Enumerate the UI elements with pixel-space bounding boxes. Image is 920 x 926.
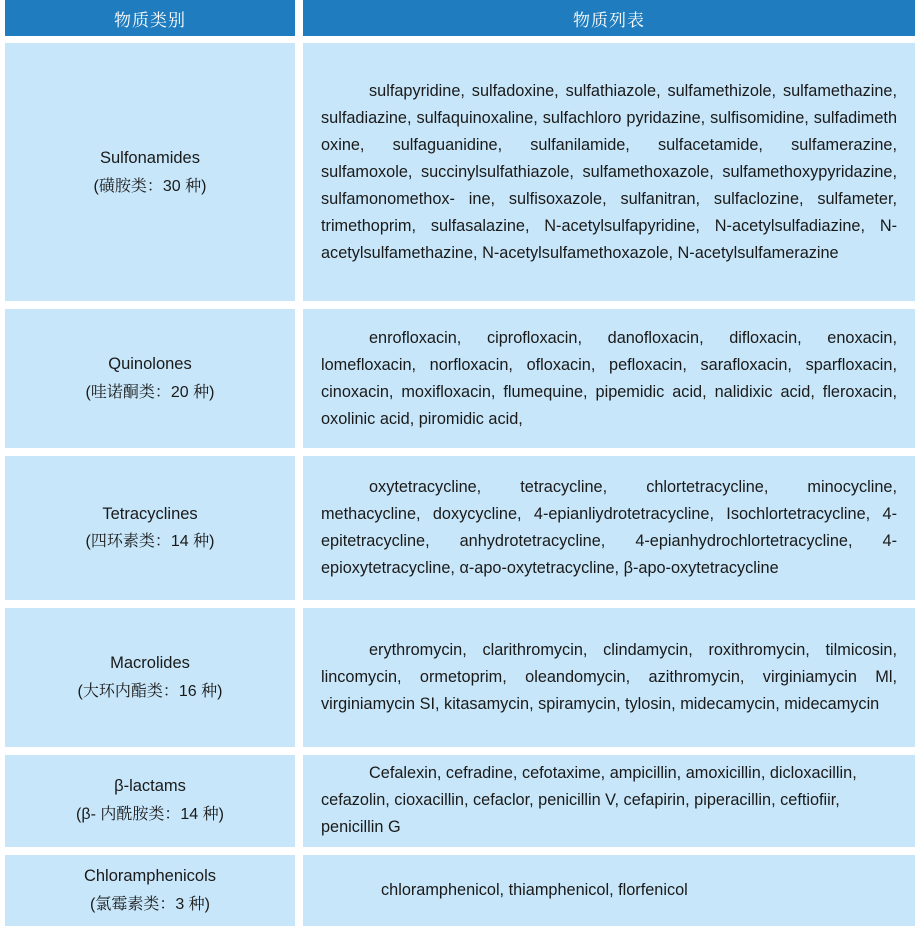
table-header-row [5,0,915,36]
row-gutter [295,855,303,926]
category-cell [5,608,295,747]
substance-list-text: oxytetracycline, tetracycline, chlortetracycline, minocycline, methacycline, doxycycline, 4-epianliydrotetracycline, Isochlortetracycline, 4-epitetracycline, anhydrotetracycline, 4-epianhydrochlortetracycline, 4-epioxytetracycline, α-apo-oxytetracycline, β-apo-oxytetracycline [321,478,897,578]
substance-list-text: sulfapyridine, sulfadoxine, sulfathiazole, sulfamethizole, sulfamethazine, sulfadiazine, sulfaquinoxaline, sulfachloro pyridazine, sulfisomidine, sulfadimeth oxine, sulfaguanidine, sulfanilamide, sulfacetamide, sulfamerazine, sulfamoxole, succinylsulfathiazole, sulfamethoxazole, sulfamethoxypyridazine, sulfamonomethox- ine, sulfisoxazole, sulfanitran, sulfaclozine, sulfameter, trimethoprim, sulfasalazine, N-acetylsulfapyridine, N-acetylsulfadiazine, N-acetylsulfamethazine, N-acetylsulfamethoxazole, N-acetylsulfamerazine [321,81,897,262]
table-row [5,608,915,747]
row-gutter [295,608,303,747]
category-name-en: Sulfonamides [100,148,200,167]
substance-list-cell [303,309,915,448]
column-header-category: 物质类别 [5,0,295,36]
table-row [5,456,915,600]
table-row [5,309,915,448]
substance-list-cell [303,43,915,301]
substance-list-text: chloramphenicol, thiamphenicol, florfenicol [381,880,688,899]
category-cell [5,855,295,926]
row-gutter [295,43,303,301]
table-row [5,43,915,301]
substance-list-text: Cefalexin, cefradine, cefotaxime, ampicillin, amoxicillin, dicloxacillin, cefazolin, cioxacillin, cefaclor, penicillin V, cefapirin, piperacillin, ceftiofiir, penicillin G [321,764,857,837]
category-name-cn: (氯霉素类：3 种) [89,895,210,913]
substance-list-cell [303,755,915,847]
substance-list-cell [303,608,915,747]
category-cell [5,755,295,847]
column-header-substance-list: 物质列表 [303,0,915,36]
substance-list-cell [303,456,915,600]
category-cell [5,456,295,600]
category-name-en: β-lactams [114,777,186,796]
row-gutter [295,309,303,448]
header-gutter [295,0,303,36]
substance-list-text: erythromycin, clarithromycin, clindamycin, roxithromycin, tilmicosin, lincomycin, ormetoprim, oleandomycin, azithromycin, virginiamycin Ml, virginiamycin SI, kitasamycin, spiramycin, tylosin, midecamycin, midecamycin [321,640,897,713]
category-name-cn: (磺胺类：30 种) [93,177,207,195]
category-name-cn: (β- 内酰胺类：14 种) [76,806,224,824]
table-row [5,855,915,926]
row-gutter [295,456,303,600]
category-name-en: Macrolides [110,654,190,673]
table-row [5,755,915,847]
row-gutter [295,755,303,847]
category-cell [5,309,295,448]
substance-list-text: enrofloxacin, ciprofloxacin, danofloxacin, difloxacin, enoxacin, lomefloxacin, norfloxacin, ofloxacin, pefloxacin, sarafloxacin, sparfloxacin, cinoxacin, moxifloxacin, flumequine, pipemidic acid, nalidixic acid, fleroxacin, oxolinic acid, piromidic acid, [321,328,897,428]
category-cell [5,43,295,301]
category-name-cn: (四环素类：14 种) [85,533,215,551]
category-name-en: Chloramphenicols [83,866,217,885]
substance-list-cell [303,855,915,926]
category-name-en: Tetracyclines [102,504,198,523]
category-name-en: Quinolones [108,355,192,374]
category-name-cn: (大环内酯类：16 种) [77,682,223,700]
category-name-cn: (哇诺酮类：20 种) [85,383,215,401]
